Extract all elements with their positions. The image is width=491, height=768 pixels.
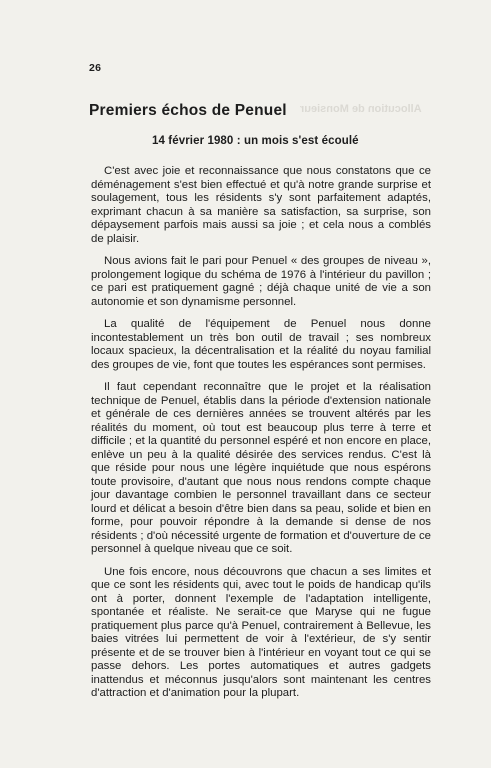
page-number: 26: [89, 62, 102, 74]
paragraph: Une fois encore, nous découvrons que chacun a ses limites et que ce sont les résidents qui, avec tout le poids de handicap qu'ils ont à porter, donnent l'exemple de l'adaptation intelligente, spontanée et réaliste. Ne serait-ce que Maryse qui ne fugue pratiquement plus parce qu'à Penuel, contrairement à Bellevue, les baies vitrées lui permettent de voir à l'extérieur, de s'y sentir présente et de se trouver bien à l'intérieur en voyant tout ce qui se passe dehors. Les portes automatiques et autres gadgets inattendus et méconnus jusqu'alors sont maintenant les centres d'attraction et d'animation pour la plupart.: [91, 565, 431, 699]
subtitle: 14 février 1980 : un mois s'est écoulé: [152, 135, 359, 147]
paragraph: Il faut cependant reconnaître que le projet et la réalisation technique de Penuel, établis dans la période d'extension nationale et générale de ces dernières années se trouvent altérés par les réalités du moment, où tout est beaucoup plus terre à terre et difficile ; et la quantité du personnel espéré et non encore en place, enlève un peu à la qualité désirée des services rendus. C'est là que réside pour nous une légère inquiétude que nous espérons toute provisoire, d'autant que nous nous rendons compte chaque jour davantage combien le personnel travaillant dans ce secteur lourd et délicat a besoin d'être bien dans sa peau, solide et bien en forme, pour pouvoir répondre à la demande si dense de nos résidents ; d'où nécessité urgente de formation et d'ouverture de ce personnel à quelque niveau que ce soit.: [91, 381, 431, 555]
paragraph: La qualité de l'équipement de Penuel nous donne incontestablement un très bon outil de travail ; ses nombreux locaux spacieux, la décentralisation et la réalité du noyau familial des groupes de vie, font que toutes les espérances sont permises.: [91, 318, 431, 371]
paragraph: Nous avions fait le pari pour Penuel « des groupes de niveau », prolongement logique du schéma de 1976 à l'intérieur du pavillon ; ce pari est pratiquement gagné ; déjà chaque unité de vie a son autonomie et son dynamisme personnel.: [91, 255, 431, 308]
body-text: [91, 165, 431, 710]
paragraph: C'est avec joie et reconnaissance que nous constatons que ce déménagement s'est bien effectué et qu'à notre grande surprise et soulagement, tous les résidents s'y sont parfaitement adaptés, exprimant chacun à sa manière sa satisfaction, sa surprise, son dépaysement parfois mais aussi sa joie ; et cela nous a comblés de plaisir.: [91, 165, 431, 245]
section-title: Premiers échos de Penuel: [89, 102, 287, 119]
show-through-text: Allocution de Monsieur: [300, 103, 422, 115]
